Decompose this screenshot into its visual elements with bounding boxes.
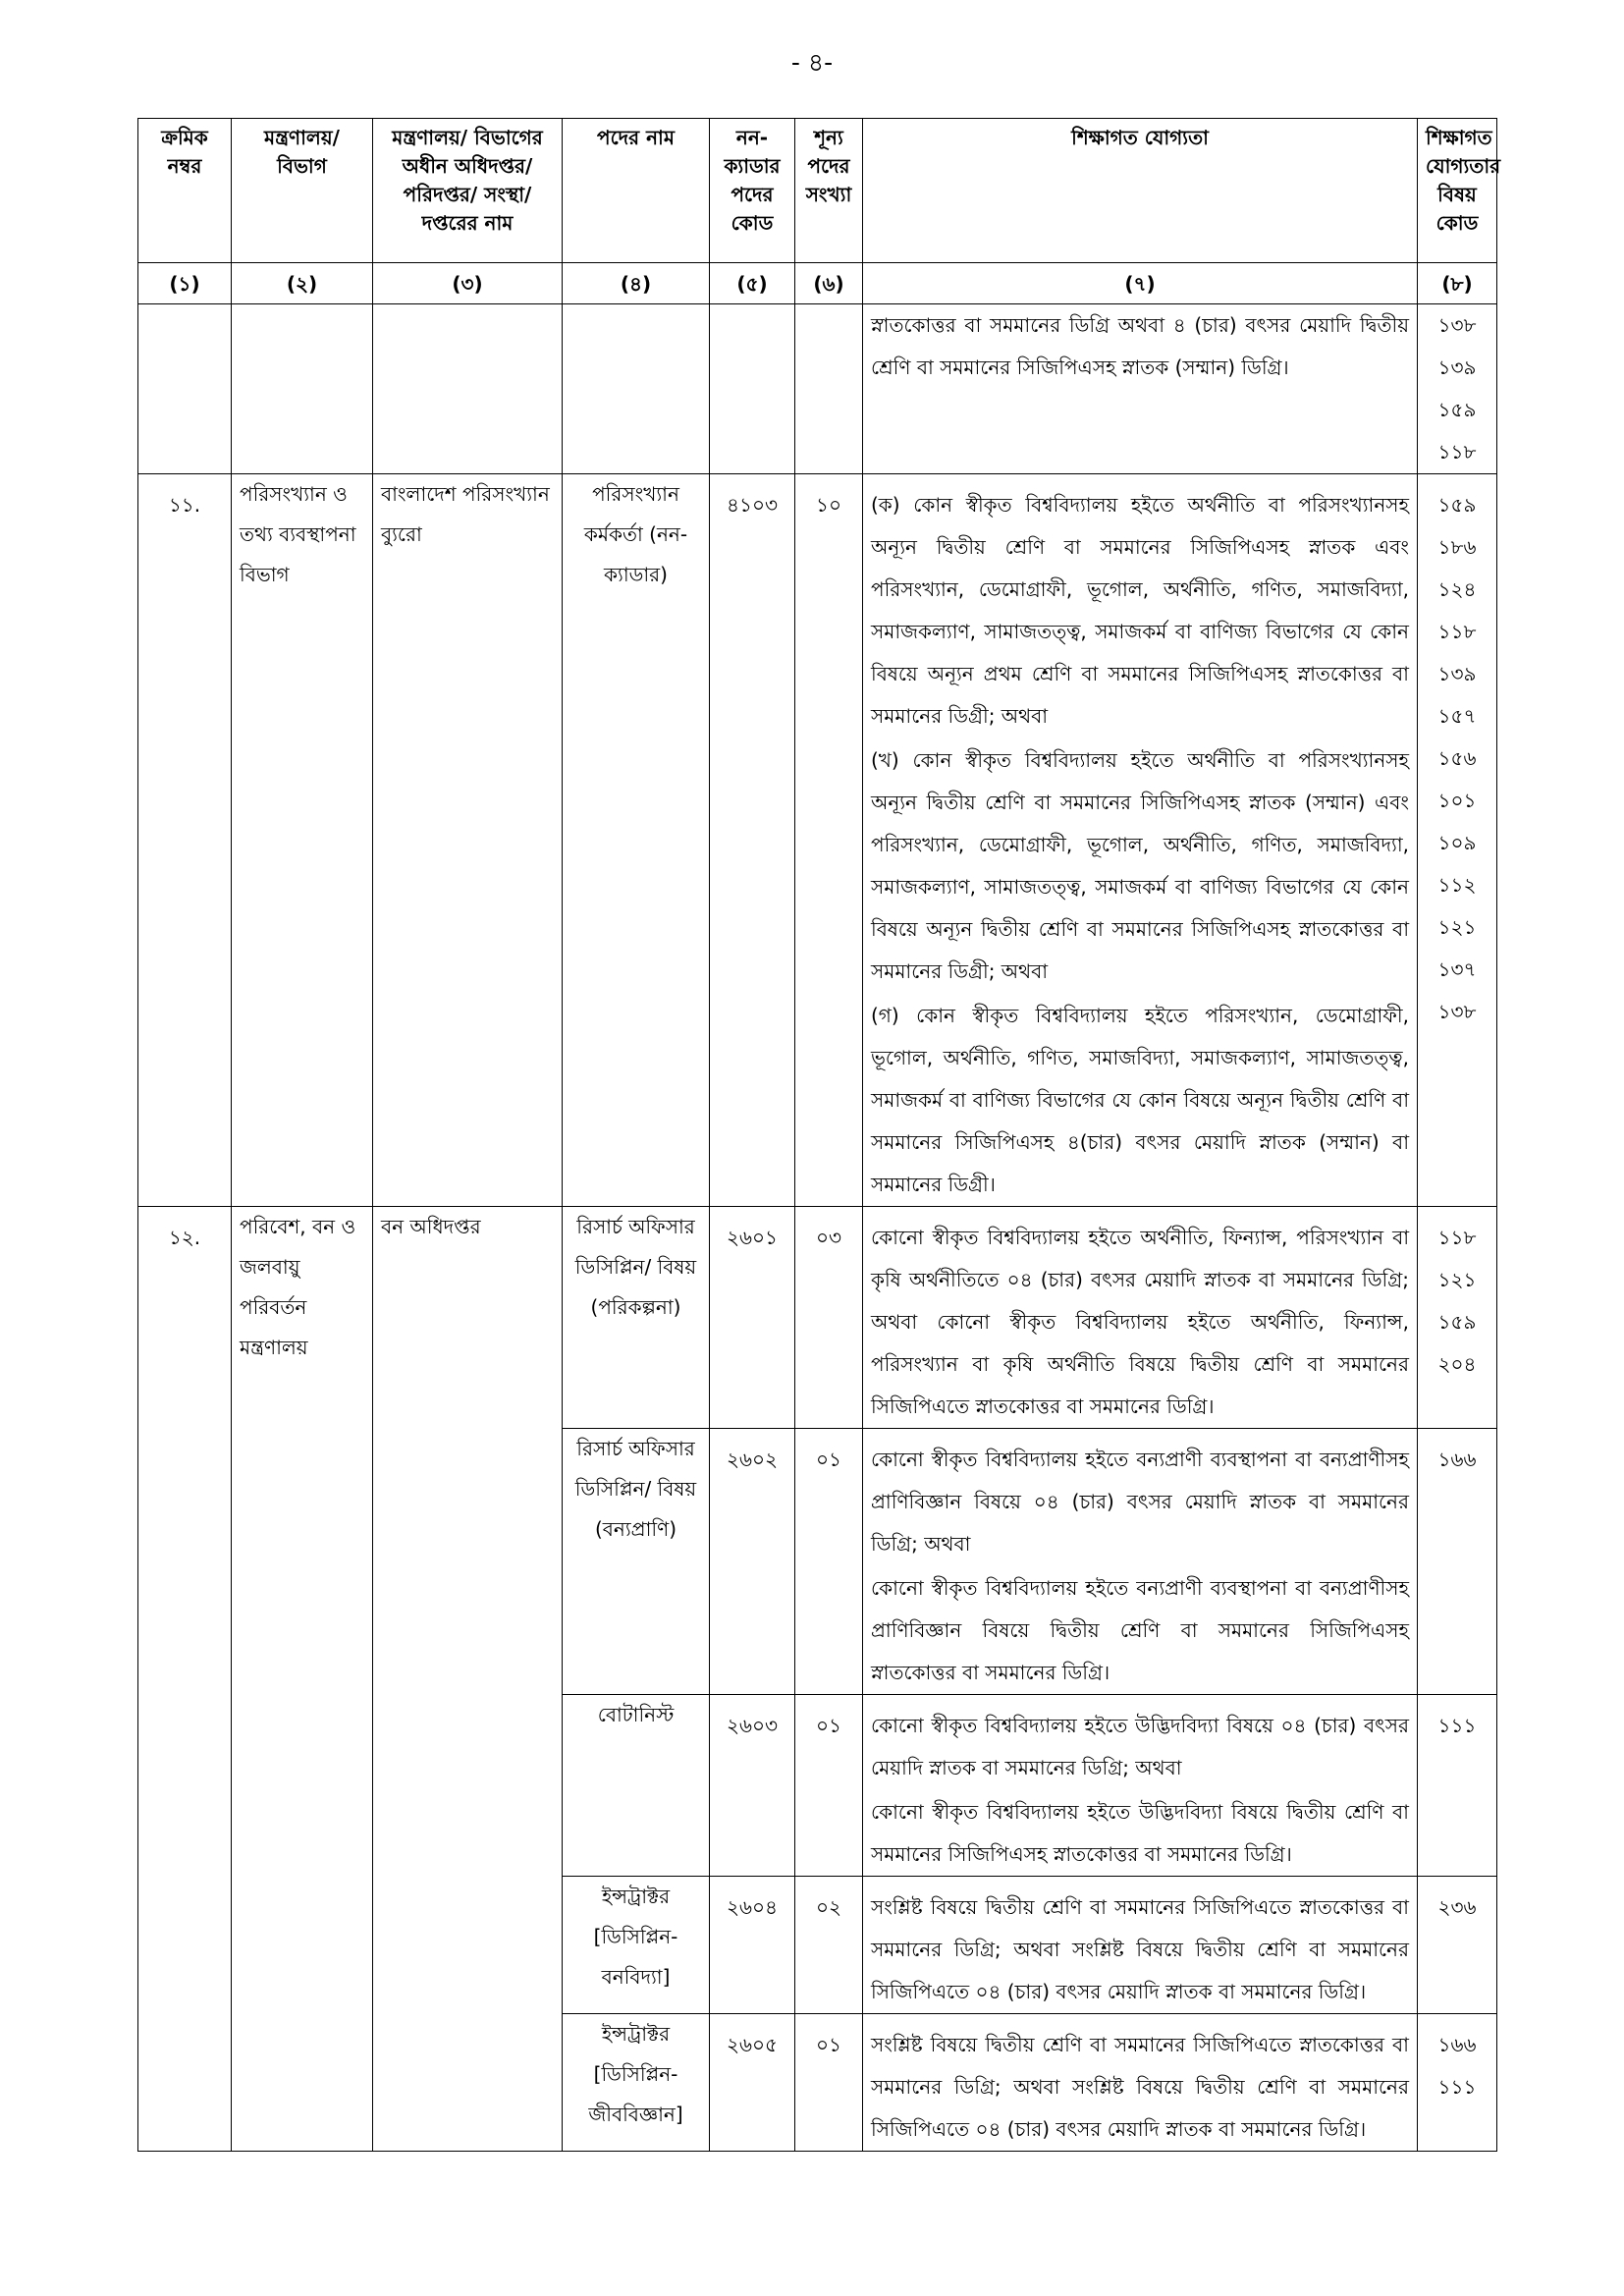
- page-number: - ৪-: [790, 48, 834, 77]
- subject-code: ১১২: [1437, 873, 1477, 897]
- header-qualification: শিক্ষাগত যোগ্যতা: [863, 119, 1418, 263]
- subject-code: ১২৪: [1437, 577, 1477, 601]
- empty-cell: [373, 304, 563, 474]
- subject-code: ১৫৯: [1437, 1310, 1477, 1334]
- qualification-text: কোনো স্বীকৃত বিশ্ববিদ্যালয় হইতে অর্থনীতি, ফিন্যান্স, পরিসংখ্যান বা কৃষি অর্থনীতিতে ০৪ (চার) বৎসর মেয়াদি স্নাতক বা সমমানের ডিগ্রি; অথবা কোনো স্বীকৃত বিশ্ববিদ্যালয় হইতে অর্থনীতি, ফিন্যান্স, পরিসংখ্যান বা কৃষি অর্থনীতি বিষয়ে দ্বিতীয় শ্রেণি বা সমমানের সিজিপিএতে স্নাতকোত্তর বা সমমানের ডিগ্রি।: [871, 1226, 1409, 1418]
- department-cell: বন অধিদপ্তর: [373, 1207, 563, 2152]
- qualification-cell: [863, 474, 1418, 1207]
- subject-code: ১১১: [1437, 2075, 1477, 2099]
- subject-code-cell: [1418, 1695, 1497, 1877]
- continuation-row: [138, 304, 1497, 474]
- subject-code: ১৫৬: [1437, 746, 1477, 770]
- post-name-cell: ইন্সট্রাক্টর [ডিসিপ্লিন-বনবিদ্যা]: [563, 1877, 710, 2014]
- subject-code: ১১৮: [1437, 440, 1477, 464]
- subject-code: ১৫৯: [1437, 398, 1477, 421]
- subject-code: ২০৪: [1437, 1352, 1477, 1376]
- column-number: (৭): [863, 263, 1418, 304]
- qualification-text: (ক) কোন স্বীকৃত বিশ্ববিদ্যালয় হইতে অর্থনীতি বা পরিসংখ্যানসহ অন্যূন দ্বিতীয় শ্রেণি বা সমমানের সিজিপিএসহ স্নাতক এবং পরিসংখ্যান, ডেমোগ্রাফী, ভূগোল, অর্থনীতি, গণিত, সমাজবিদ্যা, সমাজকল্যাণ, সামাজতত্ত্ব, সমাজকর্ম বা বাণিজ্য বিভাগের যে কোন বিষয়ে অন্যূন প্রথম শ্রেণি বা সমমানের সিজিপিএসহ স্নাতকোত্তর বা সমমানের ডিগ্রী; অথবা: [871, 493, 1409, 728]
- subject-code: ১৩৮: [1437, 313, 1477, 337]
- subject-code: ১৫৯: [1437, 493, 1477, 517]
- vacancy-cell: ০১: [795, 1429, 863, 1695]
- header-ministry: মন্ত্রণালয়/ বিভাগ: [232, 119, 373, 263]
- subject-code: ১৫৭: [1437, 704, 1477, 728]
- ministry-cell: পরিবেশ, বন ও জলবায়ু পরিবর্তন মন্ত্রণালয়: [232, 1207, 373, 2152]
- subject-code: ১১৮: [1437, 1226, 1477, 1249]
- vacancy-cell: ০৩: [795, 1207, 863, 1429]
- subject-code: ১৬৬: [1437, 2033, 1477, 2056]
- qualification-text: কোনো স্বীকৃত বিশ্ববিদ্যালয় হইতে উদ্ভিদবিদ্যা বিষয়ে দ্বিতীয় শ্রেণি বা সমমানের সিজিপিএসহ স্নাতকোত্তর বা সমমানের ডিগ্রি।: [871, 1800, 1409, 1866]
- subject-code: ২৩৬: [1437, 1895, 1477, 1919]
- post-name-cell: রিসার্চ অফিসার ডিসিপ্লিন/ বিষয় (বন্যপ্রাণি): [563, 1429, 710, 1695]
- vacancy-cell: ১০: [795, 474, 863, 1207]
- column-number: (৮): [1418, 263, 1497, 304]
- post-code-cell: ২৬০৪: [710, 1877, 795, 2014]
- qualification-cell: [863, 1695, 1418, 1877]
- post-name-cell: রিসার্চ অফিসার ডিসিপ্লিন/ বিষয় (পরিকল্পনা): [563, 1207, 710, 1429]
- column-number: (৫): [710, 263, 795, 304]
- header-serial: ক্রমিক নম্বর: [138, 119, 232, 263]
- qualification-cell: [863, 1877, 1418, 2014]
- department-cell: বাংলাদেশ পরিসংখ্যান ব্যুরো: [373, 474, 563, 1207]
- subject-code: ১৩৯: [1437, 662, 1477, 685]
- post-code-cell: ২৬০৩: [710, 1695, 795, 1877]
- subject-code-cell: [1418, 474, 1497, 1207]
- qualification-text: স্নাতকোত্তর বা সমমানের ডিগ্রি অথবা ৪ (চার) বৎসর মেয়াদি দ্বিতীয় শ্রেণি বা সমমানের সিজিপিএসহ স্নাতক (সম্মান) ডিগ্রি।: [871, 313, 1409, 379]
- subject-code-cell: [1418, 1877, 1497, 2014]
- qualification-cell: [863, 1207, 1418, 1429]
- subject-code: ১০১: [1437, 789, 1477, 812]
- column-number: (১): [138, 263, 232, 304]
- vacancy-cell: ০২: [795, 1877, 863, 2014]
- subject-code-cell: [1418, 2014, 1497, 2152]
- header-row: [138, 119, 1497, 263]
- table-row: [138, 1207, 1497, 1429]
- column-number: (৬): [795, 263, 863, 304]
- qualification-text: কোনো স্বীকৃত বিশ্ববিদ্যালয় হইতে উদ্ভিদবিদ্যা বিষয়ে ০৪ (চার) বৎসর মেয়াদি স্নাতক বা সমমানের ডিগ্রি; অথবা: [871, 1714, 1409, 1779]
- subject-code: ১৬৬: [1437, 1448, 1477, 1471]
- subject-code: ১২১: [1437, 915, 1477, 939]
- column-number: (২): [232, 263, 373, 304]
- column-number-row: [138, 263, 1497, 304]
- qualification-cell: [863, 2014, 1418, 2152]
- qualification-cell: [863, 304, 1418, 474]
- header-post: পদের নাম: [563, 119, 710, 263]
- subject-code: ১০৯: [1437, 831, 1477, 854]
- subject-code: ১১৮: [1437, 620, 1477, 643]
- subject-code: ১৩৯: [1437, 355, 1477, 379]
- header-vacancy: শূন্য পদের সংখ্যা: [795, 119, 863, 263]
- column-number: (৪): [563, 263, 710, 304]
- post-code-cell: ২৬০২: [710, 1429, 795, 1695]
- empty-cell: [710, 304, 795, 474]
- post-name-cell: ইন্সট্রাক্টর [ডিসিপ্লিন-জীববিজ্ঞান]: [563, 2014, 710, 2152]
- vacancy-cell: ০১: [795, 1695, 863, 1877]
- qualification-text: কোনো স্বীকৃত বিশ্ববিদ্যালয় হইতে বন্যপ্রাণী ব্যবস্থাপনা বা বন্যপ্রাণীসহ প্রাণিবিজ্ঞান বিষয়ে ০৪ (চার) বৎসর মেয়াদি স্নাতক বা সমমানের ডিগ্রি; অথবা: [871, 1448, 1409, 1556]
- subject-code-cell: [1418, 304, 1497, 474]
- post-code-cell: ২৬০৫: [710, 2014, 795, 2152]
- qualification-text: কোনো স্বীকৃত বিশ্ববিদ্যালয় হইতে বন্যপ্রাণী ব্যবস্থাপনা বা বন্যপ্রাণীসহ প্রাণিবিজ্ঞান বিষয়ে দ্বিতীয় শ্রেণি বা সমমানের সিজিপিএসহ স্নাতকোত্তর বা সমমানের ডিগ্রি।: [871, 1576, 1409, 1684]
- post-code-cell: ৪১০৩: [710, 474, 795, 1207]
- header-subject-code: শিক্ষাগত যোগ্যতার বিষয় কোড: [1418, 119, 1497, 263]
- header-code: নন-ক্যাডার পদের কোড: [710, 119, 795, 263]
- vacancy-table: [137, 118, 1501, 2152]
- subject-code: ১৮৬: [1437, 535, 1477, 559]
- vacancy-cell: ০১: [795, 2014, 863, 2152]
- post-name-cell: পরিসংখ্যান কর্মকর্তা (নন-ক্যাডার): [563, 474, 710, 1207]
- qualification-text: সংশ্লিষ্ট বিষয়ে দ্বিতীয় শ্রেণি বা সমমানের সিজিপিএতে স্নাতকোত্তর বা সমমানের ডিগ্রি; অথবা সংশ্লিষ্ট বিষয়ে দ্বিতীয় শ্রেণি বা সমমানের সিজিপিএতে ০৪ (চার) বৎসর মেয়াদি স্নাতক বা সমমানের ডিগ্রি।: [871, 1895, 1409, 2003]
- subject-code-cell: [1418, 1429, 1497, 1695]
- serial-cell: ১১.: [138, 474, 232, 1207]
- header-department: মন্ত্রণালয়/ বিভাগের অধীন অধিদপ্তর/ পরিদপ্তর/ সংস্থা/ দপ্তরের নাম: [373, 119, 563, 263]
- qualification-text: (গ) কোন স্বীকৃত বিশ্ববিদ্যালয় হইতে পরিসংখ্যান, ডেমোগ্রাফী, ভূগোল, অর্থনীতি, গণিত, সমাজবিদ্যা, সমাজকল্যাণ, সামাজতত্ত্ব, সমাজকর্ম বা বাণিজ্য বিভাগের যে কোন বিষয়ে অন্যূন দ্বিতীয় শ্রেণি বা সমমানের সিজিপিএসহ ৪(চার) বৎসর মেয়াদি স্নাতক (সম্মান) বা সমমানের ডিগ্রী।: [871, 1004, 1409, 1196]
- serial-cell: ১২.: [138, 1207, 232, 2152]
- empty-cell: [232, 304, 373, 474]
- post-name-cell: বোটানিস্ট: [563, 1695, 710, 1877]
- qualification-text: (খ) কোন স্বীকৃত বিশ্ববিদ্যালয় হইতে অর্থনীতি বা পরিসংখ্যানসহ অন্যূন দ্বিতীয় শ্রেণি বা সমমানের সিজিপিএসহ স্নাতক (সম্মান) এবং পরিসংখ্যান, ডেমোগ্রাফী, ভূগোল, অর্থনীতি, গণিত, সমাজবিদ্যা, সমাজকল্যাণ, সামাজতত্ত্ব, সমাজকর্ম বা বাণিজ্য বিভাগের যে কোন বিষয়ে অন্যূন দ্বিতীয় শ্রেণি বা সমমানের সিজিপিএসহ স্নাতকোত্তর বা সমমানের ডিগ্রী; অথবা: [871, 748, 1409, 983]
- ministry-cell: পরিসংখ্যান ও তথ্য ব্যবস্থাপনা বিভাগ: [232, 474, 373, 1207]
- subject-code: ১৩৭: [1437, 957, 1477, 981]
- column-number: (৩): [373, 263, 563, 304]
- subject-code: ১১১: [1437, 1714, 1477, 1737]
- post-code-cell: ২৬০১: [710, 1207, 795, 1429]
- subject-code-cell: [1418, 1207, 1497, 1429]
- qualification-text: সংশ্লিষ্ট বিষয়ে দ্বিতীয় শ্রেণি বা সমমানের সিজিপিএতে স্নাতকোত্তর বা সমমানের ডিগ্রি; অথবা সংশ্লিষ্ট বিষয়ে দ্বিতীয় শ্রেণি বা সমমানের সিজিপিএতে ০৪ (চার) বৎসর মেয়াদি স্নাতক বা সমমানের ডিগ্রি।: [871, 2033, 1409, 2141]
- qualification-cell: [863, 1429, 1418, 1695]
- subject-code: ১২১: [1437, 1268, 1477, 1291]
- empty-cell: [563, 304, 710, 474]
- table-row: [138, 474, 1497, 1207]
- empty-cell: [795, 304, 863, 474]
- empty-cell: [138, 304, 232, 474]
- subject-code: ১৩৮: [1437, 1000, 1477, 1023]
